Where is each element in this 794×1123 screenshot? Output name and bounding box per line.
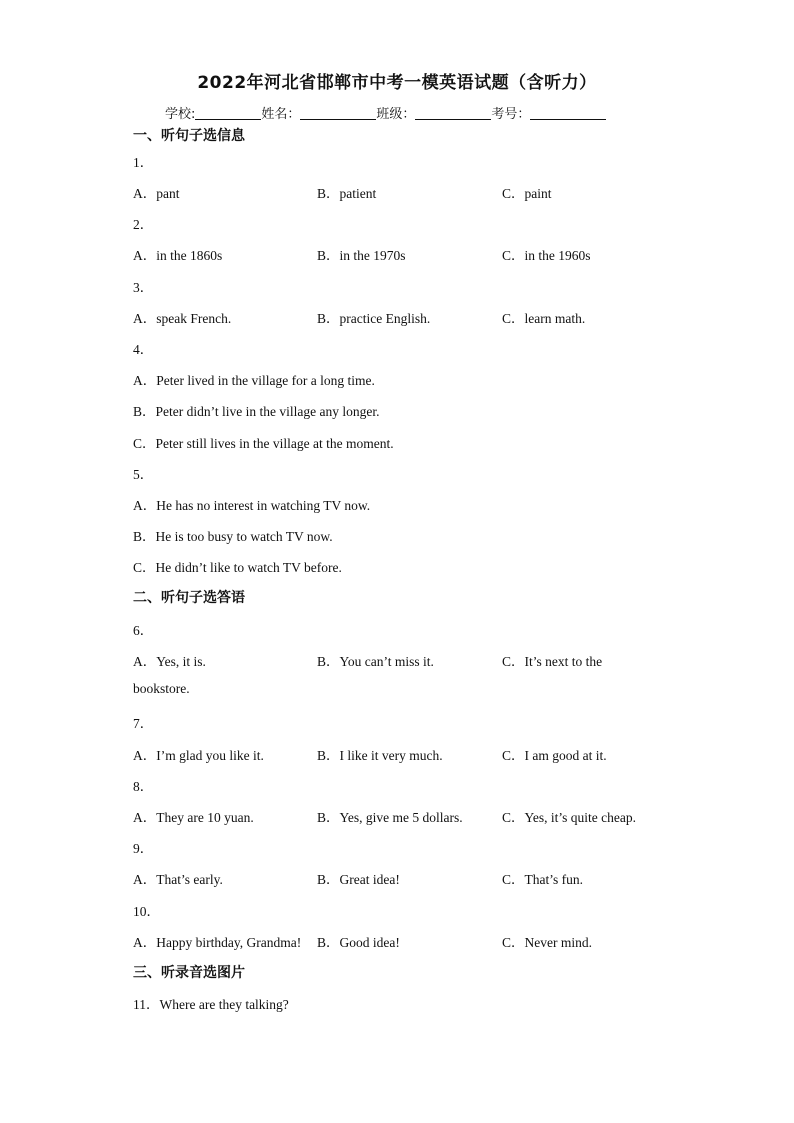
exam-no-label: 考号： [491, 107, 531, 122]
student-info-line [165, 103, 606, 122]
class-label: 班级： [376, 107, 416, 122]
option-c-continued[interactable]: bookstore. [133, 681, 190, 696]
option-c[interactable]: C．I am good at it. [502, 748, 607, 763]
option-b[interactable]: B．practice English. [317, 311, 431, 326]
option-c[interactable]: C．learn math. [502, 311, 586, 326]
option-c[interactable]: C．paint [502, 186, 552, 201]
option-b[interactable]: B．patient [317, 186, 377, 201]
section-heading: 二、听句子选答语 [133, 590, 245, 606]
question-number: 2． [133, 217, 154, 232]
option-b[interactable]: B．I like it very much. [317, 748, 443, 763]
question-text: 11．Where are they talking? [133, 997, 289, 1012]
question-number: 5． [133, 467, 154, 482]
option-c[interactable]: C．Yes, it’s quite cheap. [502, 810, 636, 825]
option-c[interactable]: C．Peter still lives in the village at the moment. [133, 436, 394, 451]
question-number: 7． [133, 716, 154, 731]
option-b[interactable]: B．in the 1970s [317, 248, 406, 263]
option-b[interactable]: B．Good idea! [317, 935, 400, 950]
question-number: 4． [133, 342, 154, 357]
option-b[interactable]: B．Great idea! [317, 872, 400, 887]
school-blank[interactable] [195, 107, 261, 120]
option-b[interactable]: B．You can’t miss it. [317, 654, 434, 669]
option-b[interactable]: B．Yes, give me 5 dollars. [317, 810, 463, 825]
option-a[interactable]: A．I’m glad you like it. [133, 748, 264, 763]
option-c[interactable]: C．Never mind. [502, 935, 592, 950]
option-c[interactable]: C．He didn’t like to watch TV before. [133, 560, 342, 575]
option-a[interactable]: A．Yes, it is. [133, 654, 206, 669]
question-number: 10． [133, 904, 160, 919]
exam-no-blank[interactable] [530, 107, 606, 120]
option-a[interactable]: A．in the 1860s [133, 248, 223, 263]
option-a[interactable]: A．He has no interest in watching TV now. [133, 498, 371, 513]
page-title: 2022年河北省邯郸市中考一模英语试题（含听力） [197, 73, 597, 93]
option-a[interactable]: A．That’s early. [133, 872, 223, 887]
class-blank[interactable] [415, 107, 491, 120]
option-a[interactable]: A．Happy birthday, Grandma! [133, 935, 302, 950]
question-number: 6． [133, 623, 154, 638]
option-a[interactable]: A．pant [133, 186, 180, 201]
question-number: 3． [133, 280, 154, 295]
question-number: 8． [133, 779, 154, 794]
question-number: 1． [133, 155, 154, 170]
option-c[interactable]: C．in the 1960s [502, 248, 591, 263]
option-b[interactable]: B．Peter didn’t live in the village any longer. [133, 404, 380, 419]
option-a[interactable]: A．Peter lived in the village for a long time. [133, 373, 375, 388]
section-heading: 三、听录音选图片 [133, 965, 245, 981]
name-label: 姓名： [261, 107, 301, 122]
option-a[interactable]: A．speak French. [133, 311, 232, 326]
option-b[interactable]: B．He is too busy to watch TV now. [133, 529, 333, 544]
name-blank[interactable] [300, 107, 376, 120]
question-number: 9． [133, 841, 154, 856]
option-c[interactable]: C．That’s fun. [502, 872, 583, 887]
option-a[interactable]: A．They are 10 yuan. [133, 810, 254, 825]
option-c[interactable]: C．It’s next to the [502, 654, 603, 669]
school-label: 学校: [165, 107, 196, 122]
section-heading: 一、听句子选信息 [133, 128, 245, 144]
